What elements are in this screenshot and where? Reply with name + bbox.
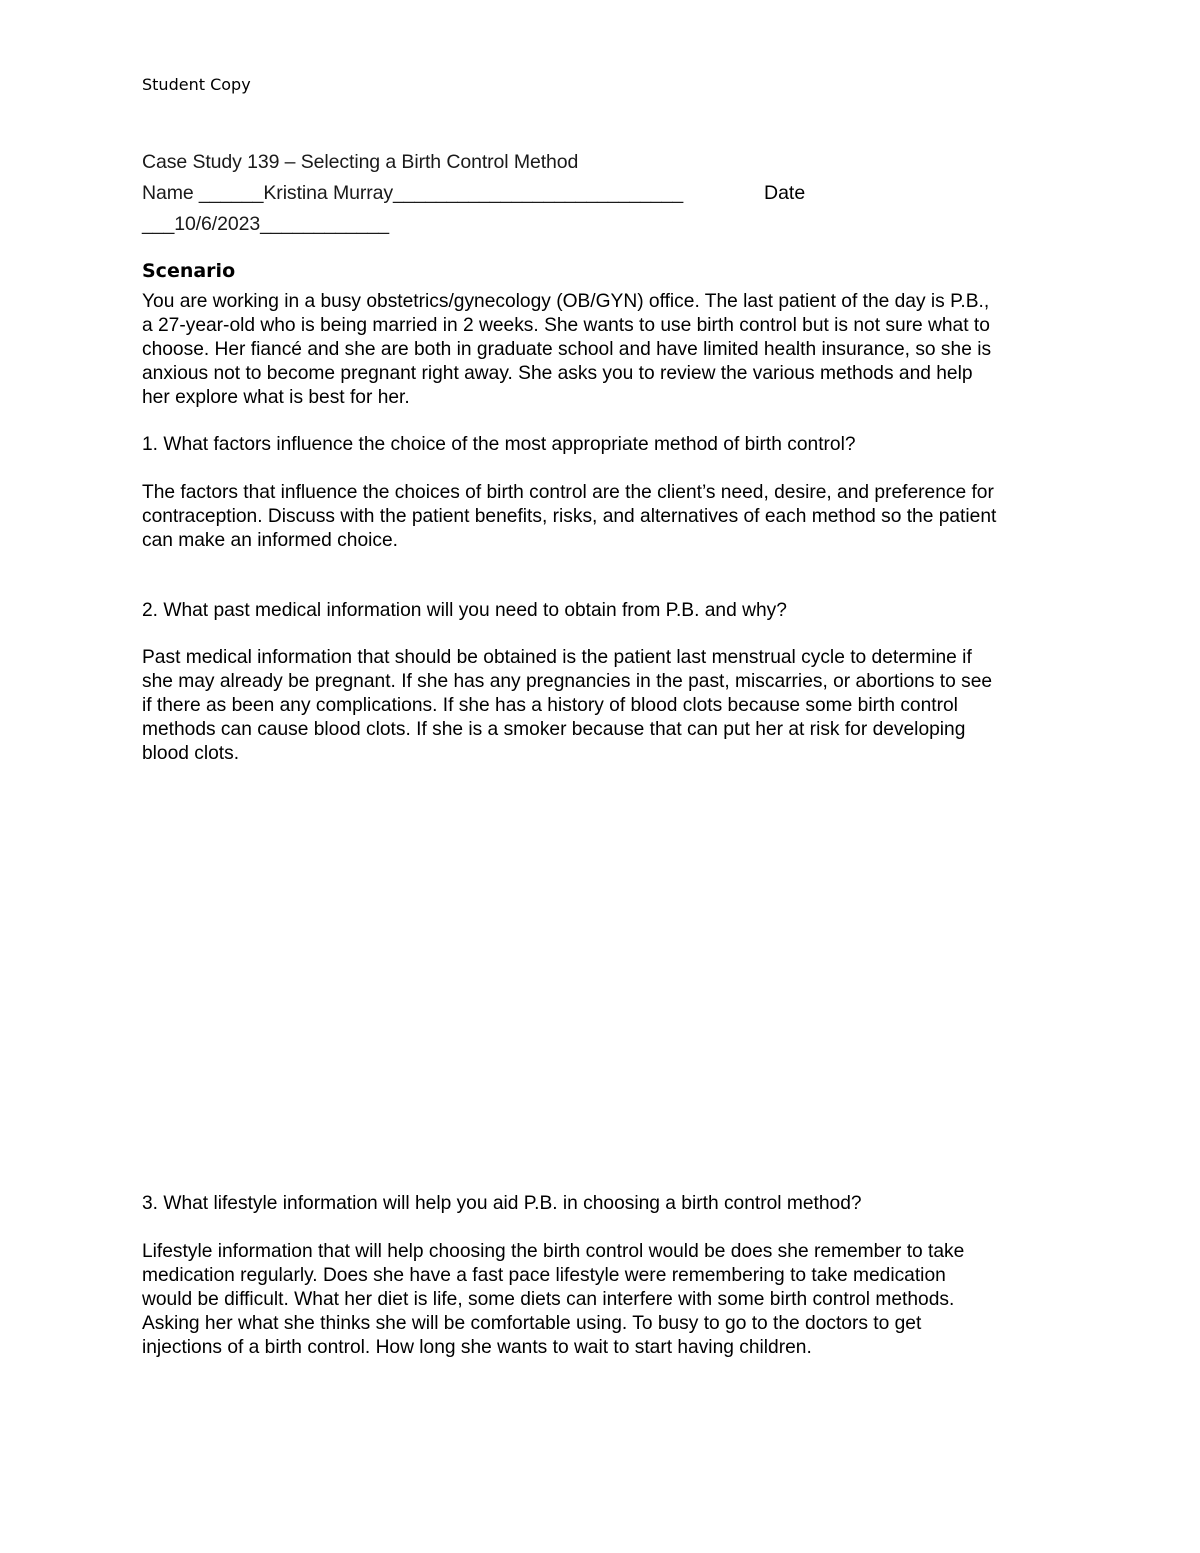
case-study-title: Case Study 139 – Selecting a Birth Control Method [142,151,579,173]
name-field: Name ______Kristina Murray___________________________ [142,182,684,204]
answer-2 [142,646,1082,766]
answer-3 [142,1240,1082,1360]
answer-1-line: can make an informed choice. [142,530,398,552]
date-field: ___10/6/2023____________ [142,213,390,235]
answer-1-line: The factors that influence the choices of birth control are the client’s need, desire, and preference for [142,482,994,503]
scenario-line: anxious not to become pregnant right away. She asks you to review the various methods and help [142,363,973,385]
question-1 [142,433,1082,457]
scenario-heading: Scenario [142,260,236,282]
scenario-paragraph [142,290,1082,410]
answer-2-line: she may already be pregnant. If she has any pregnancies in the past, miscarries, or abortions to see [142,671,993,693]
answer-1-line: contraception. Discuss with the patient benefits, risks, and alternatives of each method so the patient [142,506,997,528]
answer-2-line: Past medical information that should be obtained is the patient last menstrual cycle to determine if [142,647,972,668]
date-label: Date [764,182,806,204]
question-3-text: 3. What lifestyle information will help you aid P.B. in choosing a birth control method? [142,1193,862,1214]
scenario-line: choose. Her fiancé and she are both in graduate school and have limited health insurance, so she is [142,339,992,361]
scenario-line: You are working in a busy obstetrics/gynecology (OB/GYN) office. The last patient of the day is P.B., [142,291,990,312]
question-1-text: 1. What factors influence the choice of the most appropriate method of birth control? [142,434,856,455]
answer-2-line: if there as been any complications. If she has a history of blood clots because some birth control [142,695,958,717]
student-copy-label: Student Copy [142,75,251,94]
answer-3-line: Asking her what she thinks she will be comfortable using. To busy to go to the doctors to get [142,1313,922,1335]
answer-3-line: Lifestyle information that will help choosing the birth control would be does she remember to take [142,1241,965,1262]
question-3 [142,1192,1082,1216]
answer-3-line: injections of a birth control. How long she wants to wait to start having children. [142,1337,812,1359]
answer-3-line: would be difficult. What her diet is life, some diets can interfere with some birth control methods. [142,1289,955,1311]
answer-3-line: medication regularly. Does she have a fast pace lifestyle were remembering to take medication [142,1265,946,1287]
scenario-line: her explore what is best for her. [142,387,410,409]
question-2 [142,599,1082,623]
answer-2-line: blood clots. [142,743,240,765]
answer-2-line: methods can cause blood clots. If she is a smoker because that can put her at risk for developing [142,719,966,741]
question-2-text: 2. What past medical information will you need to obtain from P.B. and why? [142,600,787,621]
answer-1 [142,481,1082,553]
scenario-line: a 27-year-old who is being married in 2 weeks. She wants to use birth control but is not sure what to [142,315,990,337]
